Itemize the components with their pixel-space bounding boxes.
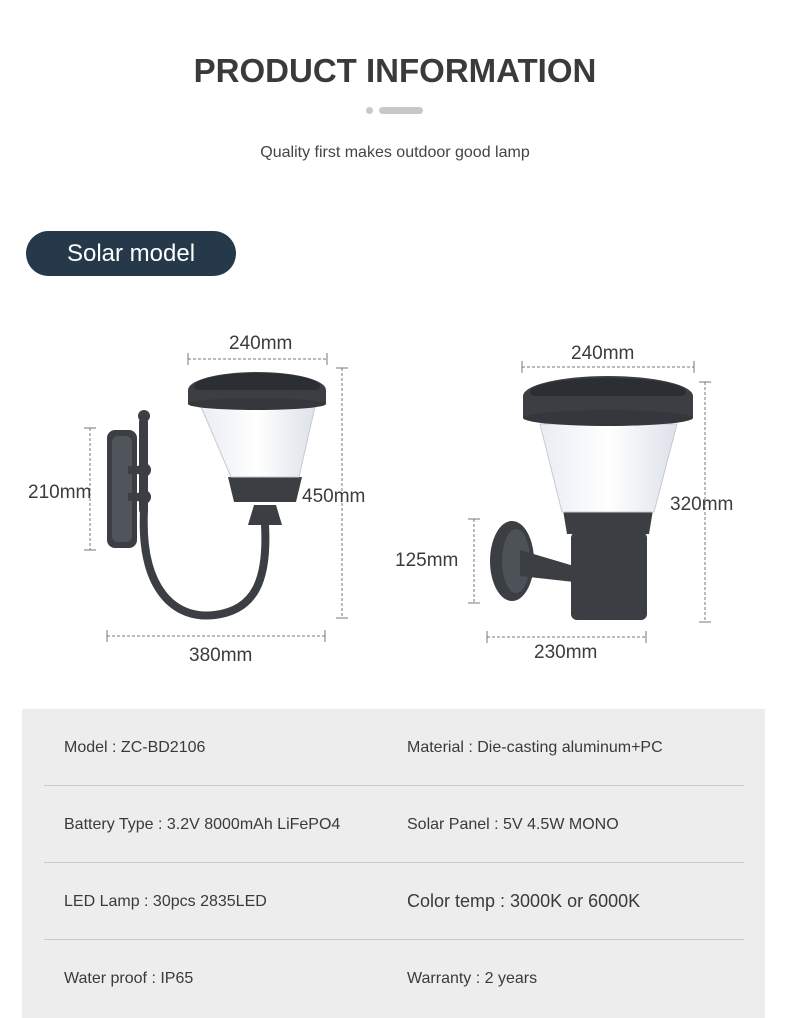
title-divider-dot: [366, 107, 373, 114]
spec-table: [22, 709, 765, 1018]
spec-material: Material : Die-casting aluminum+PC: [407, 739, 663, 756]
left-depth-label: 380mm: [189, 645, 253, 666]
left-lamp-illustration: [107, 372, 326, 616]
spec-led-lamp: LED Lamp : 30pcs 2835LED: [64, 893, 267, 910]
right-lamp-illustration: [490, 376, 693, 620]
left-top-width-label: 240mm: [229, 333, 293, 354]
spec-battery: Battery Type : 3.2V 8000mAh LiFePO4: [64, 816, 341, 833]
spec-row: [44, 940, 744, 1017]
left-bracket-height-label: 210mm: [28, 482, 92, 503]
right-top-width-label: 240mm: [571, 343, 635, 364]
right-bracket-height-label: 125mm: [395, 550, 459, 571]
spec-model: Model : ZC-BD2106: [64, 739, 206, 756]
spec-row: [44, 709, 744, 786]
title-divider-bar: [379, 107, 423, 114]
page-title: PRODUCT INFORMATION: [193, 52, 597, 89]
spec-row: [44, 786, 744, 863]
spec-row: [44, 863, 744, 940]
spec-warranty: Warranty : 2 years: [407, 970, 538, 987]
spec-color-temp: Color temp : 3000K or 6000K: [407, 891, 641, 911]
section-pill: Solar model: [26, 231, 236, 276]
left-height-label: 450mm: [302, 486, 366, 507]
spec-waterproof: Water proof : IP65: [64, 970, 194, 987]
right-depth-label: 230mm: [534, 642, 598, 663]
spec-solar-panel: Solar Panel : 5V 4.5W MONO: [407, 816, 619, 833]
page-subtitle: Quality first makes outdoor good lamp: [260, 144, 530, 161]
right-height-label: 320mm: [670, 494, 734, 515]
